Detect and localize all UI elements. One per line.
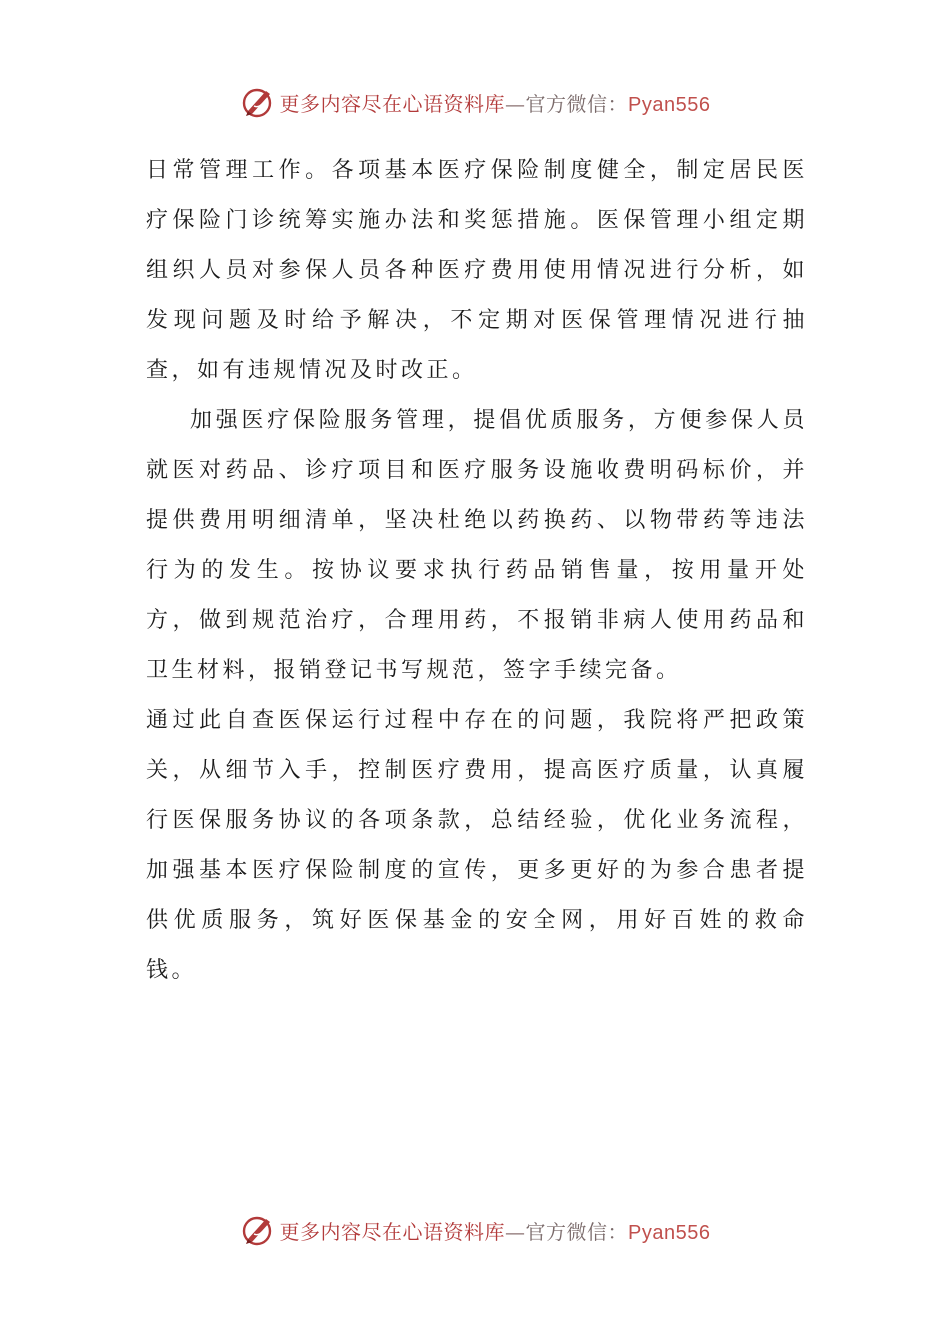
header-wechat-handle: Pyan556 [628, 93, 711, 116]
header-site-text: 更多内容尽在心语资料库 [279, 91, 506, 116]
header-dash: — [505, 91, 526, 116]
pen-logo-icon [240, 84, 276, 120]
header-banner-text [280, 88, 711, 117]
footer-site-text: 更多内容尽在心语资料库 [279, 1219, 506, 1244]
header-wechat-label: 官方微信： [525, 91, 629, 116]
footer-wechat-label: 官方微信： [525, 1219, 629, 1244]
footer-banner [0, 1210, 950, 1250]
paragraph-3: 通过此自查医保运行过程中存在的问题，我院将严把政策关，从细节入手，控制医疗费用，提高医疗质量，认真履行医保服务协议的各项条款，总结经验，优化业务流程，加强基本医疗保险制度的宣传，更多更好的为参合患者提供优质服务，筑好医保基金的安全网，用好百姓的救命钱。 [146, 708, 808, 983]
paragraph-1: 日常管理工作。各项基本医疗保险制度健全，制定居民医疗保险门诊统筹实施办法和奖惩措施。医保管理小组定期组织人员对参保人员各种医疗费用使用情况进行分析，如发现问题及时给予解决，不定期对医保管理情况进行抽查，如有违规情况及时改正。 [146, 158, 808, 383]
footer-dash: — [505, 1219, 526, 1244]
document-body [146, 146, 808, 996]
pen-logo-icon [240, 1212, 276, 1248]
header-banner [0, 82, 950, 122]
paragraph-2: 加强医疗保险服务管理，提倡优质服务，方便参保人员就医对药品、诊疗项目和医疗服务设施收费明码标价，并提供费用明细清单，坚决杜绝以药换药、以物带药等违法行为的发生。按协议要求执行药品销售量，按用量开处方，做到规范治疗，合理用药，不报销非病人使用药品和卫生材料，报销登记书写规范，签字手续完备。 [146, 408, 808, 683]
footer-wechat-handle: Pyan556 [628, 1221, 711, 1244]
footer-banner-text [280, 1216, 711, 1245]
